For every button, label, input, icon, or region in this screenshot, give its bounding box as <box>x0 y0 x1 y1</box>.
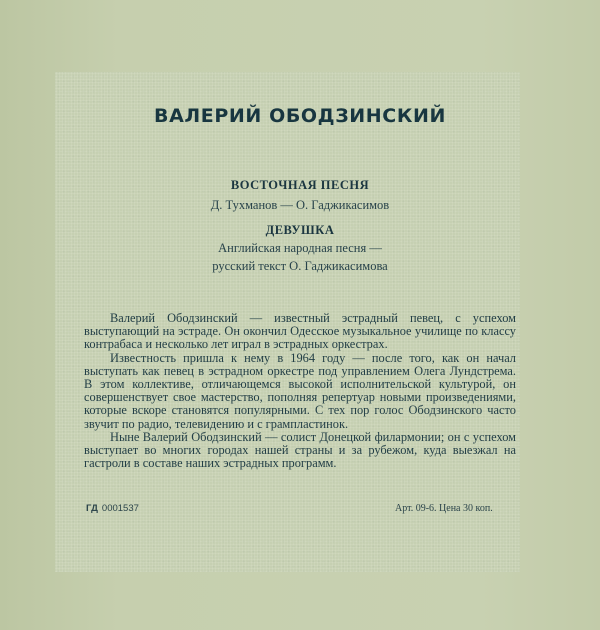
bio-paragraph: Известность пришла к нему в 1964 году — после того, как он начал выступать как певец в эстрадном оркестре под управлением Олега Лундстрема. В этом коллективе, отличающемся высокой исполнительской культурой, он совершенствует свое мастерство, пополняя репертуар новыми произведениями, которые вскоре становятся популярными. С тех пор голос Ободзинского часто звучит по радио, телевидению и с грампластинок. <box>84 350 516 431</box>
song-entry-2 <box>0 223 600 274</box>
bio-paragraph: Валерий Ободзинский — известный эстрадный певец, с успехом выступающий на эстраде. Он окончил Одесское музыкальное училище по классу контрабаса и несколько лет играл в эстрадных оркестрах. <box>84 311 516 352</box>
song-title: ВОСТОЧНАЯ ПЕСНЯ <box>230 178 370 192</box>
song-entry-1 <box>0 178 600 213</box>
song-credit-line-1: Английская народная песня — <box>218 241 382 255</box>
catalog-prefix: ГД <box>86 503 98 514</box>
song-credit-line-2: русский текст О. Гаджикасимова <box>212 259 388 273</box>
bio-paragraph: Ныне Валерий Ободзинский — солист Донецкой филармонии; он с успехом выступает во многих городах нашей страны и за рубежом, куда выезжал на гастроли в составе наших эстрадных программ. <box>84 429 516 471</box>
catalog-digits: 0001537 <box>101 503 139 514</box>
catalog-number <box>86 503 139 514</box>
price-info: Арт. 09-6. Цена 30 коп. <box>395 503 493 514</box>
biography-text <box>84 312 516 470</box>
artist-title: ВАЛЕРИЙ ОБОДЗИНСКИЙ <box>154 105 446 127</box>
song-title: ДЕВУШКА <box>265 223 335 237</box>
song-credit: Д. Тухманов — О. Гаджикасимов <box>210 198 390 212</box>
